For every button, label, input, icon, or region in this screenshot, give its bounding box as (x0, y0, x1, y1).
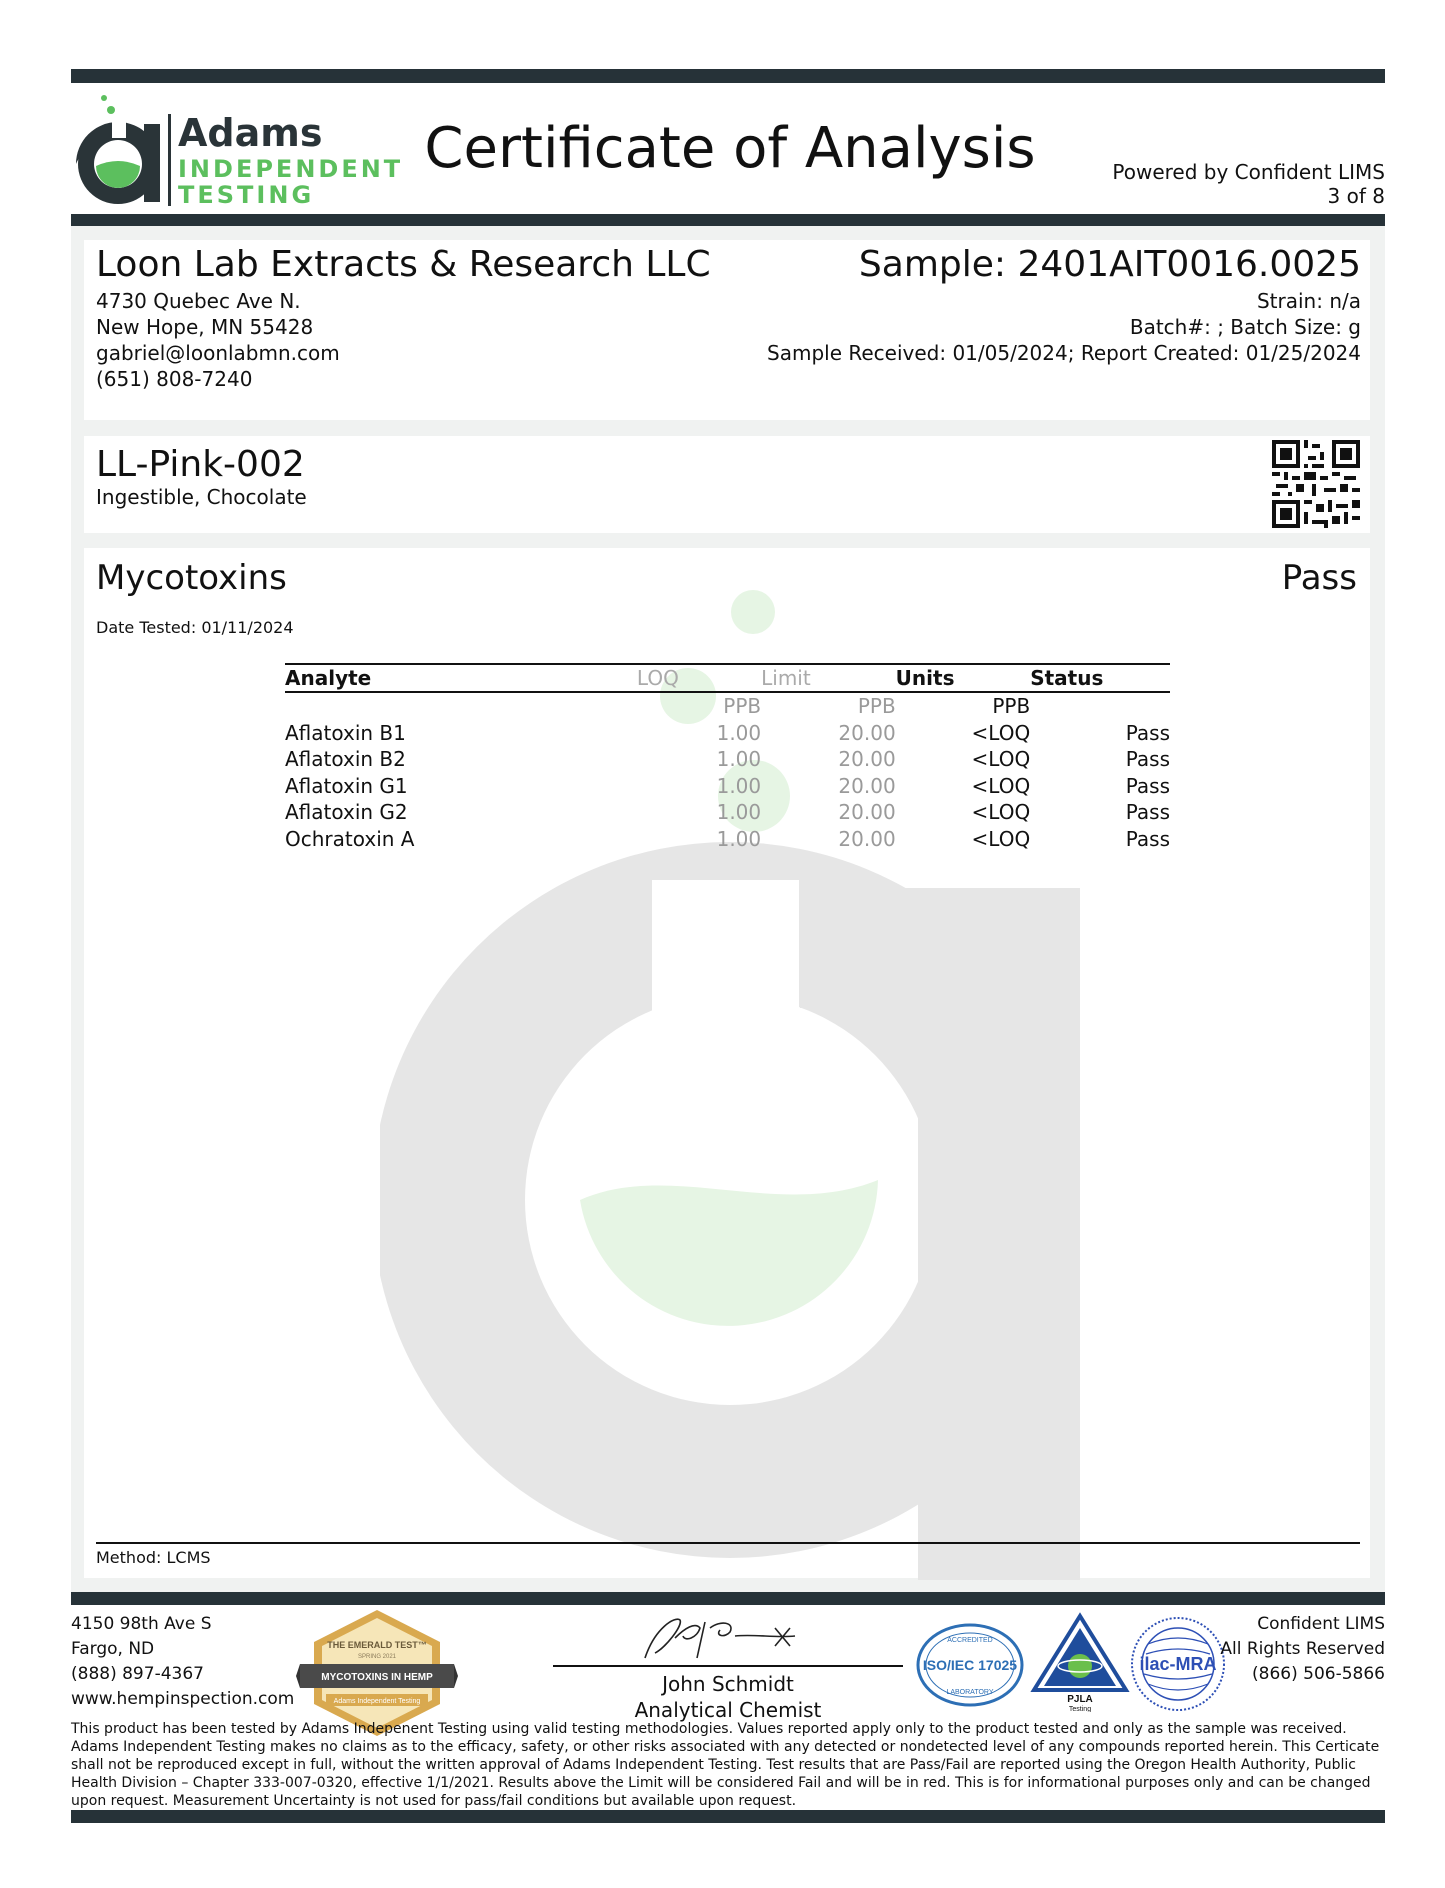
iso-top-text: ACCREDITED (947, 1637, 993, 1644)
unit-units: PPB (992, 694, 1031, 718)
section-title: Mycotoxins (96, 558, 287, 598)
table-row (285, 746, 1170, 773)
footer-address-2: Fargo, ND (71, 1639, 155, 1659)
emerald-test-badge-icon (296, 1608, 458, 1738)
results-table (285, 663, 1170, 852)
cell-status: Pass (1125, 826, 1170, 851)
client-phone: (651) 808-7240 (96, 367, 253, 391)
cell-units: <LOQ (971, 826, 1031, 851)
footer-right-3: (866) 506-5866 (1252, 1664, 1385, 1684)
method-divider (96, 1542, 1360, 1544)
column-header-units: Units (896, 664, 1031, 692)
logo-wordmark: Adams (178, 111, 323, 155)
cell-loq: 1.00 (716, 773, 762, 798)
pjla-icon (1030, 1612, 1130, 1712)
page-indicator: 3 of 8 (1327, 184, 1385, 208)
cell-analyte: Aflatoxin G2 (285, 800, 408, 824)
cell-loq: 1.00 (716, 800, 762, 824)
pjla-text: PJLA (1067, 1694, 1093, 1705)
footer-address (71, 1612, 294, 1712)
sample-batch: Batch#: ; Batch Size: g (1129, 315, 1361, 339)
badge-season-text: SPRING 2021 (357, 1654, 397, 1660)
unit-limit: PPB (857, 694, 896, 718)
product-type: Ingestible, Chocolate (96, 485, 307, 509)
footer-bottom-bar (71, 1810, 1385, 1823)
signer-title: Analytical Chemist (634, 1698, 822, 1722)
badge-sub-text: Adams Independent Testing (333, 1698, 421, 1705)
unit-row (285, 692, 1170, 720)
unit-loq: PPB (723, 694, 762, 718)
client-name: Loon Lab Extracts & Research LLC (96, 244, 711, 285)
cell-loq: 1.00 (716, 826, 762, 851)
signer-name: John Schmidt (662, 1672, 794, 1696)
cell-units: <LOQ (971, 720, 1031, 745)
cell-loq: 1.00 (716, 747, 762, 771)
column-header-analyte: Analyte (285, 664, 637, 692)
logo-subtitle-1: INDEPENDENT (178, 155, 404, 183)
badge-main-text: MYCOTOXINS IN HEMP (321, 1672, 433, 1683)
cell-status: Pass (1125, 720, 1170, 745)
signature-icon (625, 1608, 825, 1666)
column-header-status: Status (1030, 664, 1170, 692)
cell-units: <LOQ (971, 747, 1031, 771)
logo-divider (168, 114, 171, 206)
sample-strain: Strain: n/a (1256, 289, 1361, 313)
date-tested: Date Tested: 01/11/2024 (96, 618, 294, 637)
client-email[interactable]: gabriel@loonlabmn.com (96, 341, 340, 365)
badge-top-text: THE EMERALD TEST™ (327, 1640, 427, 1650)
table-row (285, 720, 1170, 747)
logo-subtitle-2: TESTING (178, 181, 315, 209)
client-address-2: New Hope, MN 55428 (96, 315, 314, 339)
header-top-bar (71, 69, 1385, 83)
footer-phone: (888) 897-4367 (71, 1664, 204, 1684)
sample-dates: Sample Received: 01/05/2024; Report Created: 01/25/2024 (767, 341, 1361, 365)
footer-website[interactable]: www.hempinspection.com (71, 1689, 295, 1709)
cell-limit: 20.00 (838, 773, 896, 798)
cell-limit: 20.00 (838, 800, 896, 824)
cell-units: <LOQ (971, 800, 1031, 824)
iso-bottom-text: LABORATORY (946, 1689, 994, 1696)
powered-by (1112, 160, 1385, 208)
page-title: Certificate of Analysis (424, 116, 1036, 181)
method-label: Method: LCMS (96, 1548, 211, 1567)
table-row (285, 773, 1170, 800)
cell-analyte: Aflatoxin B2 (285, 747, 406, 771)
cell-loq: 1.00 (716, 720, 762, 745)
table-row (285, 799, 1170, 826)
column-header-limit: Limit (761, 664, 896, 692)
cell-analyte: Aflatoxin G1 (285, 773, 408, 798)
powered-by-text: Powered by Confident LIMS (1112, 160, 1385, 184)
cell-limit: 20.00 (838, 826, 896, 851)
header-bottom-bar (71, 214, 1385, 226)
product-name: LL-Pink-002 (96, 444, 305, 485)
table-header-row (285, 664, 1170, 692)
cell-limit: 20.00 (838, 720, 896, 745)
cell-status: Pass (1125, 773, 1170, 798)
client-address-1: 4730 Quebec Ave N. (96, 289, 301, 313)
ilac-text: ilac-MRA (1139, 1654, 1217, 1674)
footer-address-1: 4150 98th Ave S (71, 1614, 212, 1634)
footer-right (1220, 1612, 1385, 1687)
qr-code-icon[interactable] (1272, 440, 1360, 528)
cell-analyte: Ochratoxin A (285, 826, 415, 851)
cell-limit: 20.00 (838, 747, 896, 771)
cell-status: Pass (1125, 800, 1170, 824)
sample-id: Sample: 2401AIT0016.0025 (858, 244, 1361, 285)
iso-accreditation-icon (915, 1622, 1025, 1708)
signature-line (553, 1665, 903, 1667)
footer-top-bar (71, 1592, 1385, 1605)
cell-status: Pass (1125, 747, 1170, 771)
footer-right-2: All Rights Reserved (1220, 1639, 1385, 1659)
column-header-loq: LOQ (637, 664, 761, 692)
iso-main-text: ISO/IEC 17025 (922, 1657, 1018, 1673)
cell-units: <LOQ (971, 773, 1031, 798)
disclaimer: This product has been tested by Adams Indepenent Testing using valid testing methodologies. Values reported apply only to the product tested and only as the sample was received. Adams Independent Testing makes no claims as to the efficacy, safety, or other risks associated with any detected or nondetected level of any compounds reported herein. This Certicate shall not be reproduced except in full, without the written approval of Adams Independent Testing. Test results that are Pass/Fail are reported using the Oregon Health Authority, Public Health Division – Chapter 333-007-0320, effective 1/1/2021. Results above the Limit will be considered Fail and will be in red. This is for informational purposes only and can be changed upon request. Measurement Uncertainty is not used for pass/fail conditions but available upon request. (71, 1721, 1380, 1809)
footer-right-1: Confident LIMS (1257, 1614, 1385, 1634)
pjla-sub-text: Testing (1068, 1706, 1092, 1712)
table-row (285, 826, 1170, 853)
ilac-mra-icon (1128, 1614, 1228, 1714)
cell-analyte: Aflatoxin B1 (285, 720, 406, 745)
section-result: Pass (1281, 558, 1357, 598)
